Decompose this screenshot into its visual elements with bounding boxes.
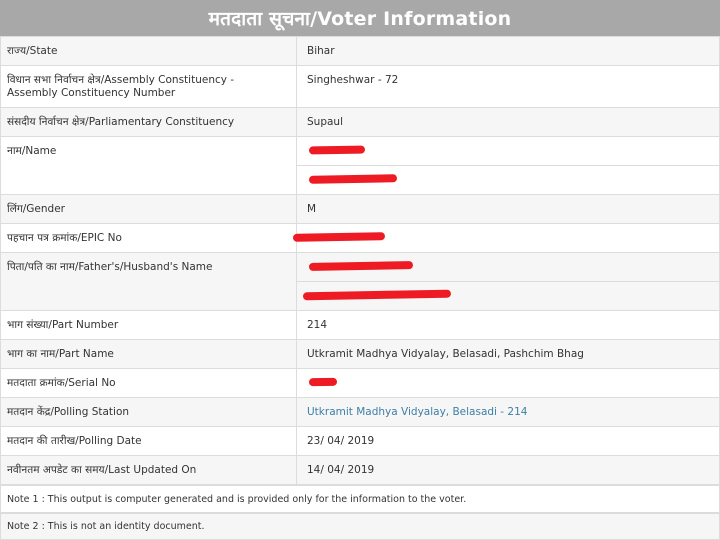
- assembly-label: [1, 66, 297, 108]
- father-label: पिता/पति का नाम/Father's/Husband's Name: [1, 253, 297, 311]
- part-number-value: 214: [297, 311, 720, 340]
- row-part-number: [1, 311, 720, 340]
- page-title: मतदाता सूचना/Voter Information: [208, 8, 512, 30]
- row-father: [1, 253, 720, 282]
- redaction-mark: [309, 378, 337, 386]
- assembly-value: Singheshwar - 72: [297, 66, 720, 108]
- note-2: [0, 513, 720, 540]
- note-1-text: Note 1 : This output is computer generated and is provided only for the information to the voter.: [7, 493, 467, 505]
- father-value-1: [297, 253, 720, 282]
- row-state: [1, 37, 720, 66]
- row-gender: [1, 195, 720, 224]
- polling-station-label: मतदान केंद्र/Polling Station: [1, 398, 297, 427]
- part-name-value: Utkramit Madhya Vidyalay, Belasadi, Pashchim Bhag: [297, 340, 720, 369]
- page-header: [0, 0, 720, 36]
- serial-value: [297, 369, 720, 398]
- row-last-updated: [1, 456, 720, 485]
- row-part-name: [1, 340, 720, 369]
- polling-station-cell: [297, 398, 720, 427]
- redaction-mark: [309, 261, 413, 271]
- redaction-mark: [303, 290, 451, 301]
- state-value: Bihar: [297, 37, 720, 66]
- name-value-1: [297, 137, 720, 166]
- polling-date-value: 23/ 04/ 2019: [297, 427, 720, 456]
- gender-label: लिंग/Gender: [1, 195, 297, 224]
- row-polling-station: [1, 398, 720, 427]
- assembly-label-line1: विधान सभा निर्वाचन क्षेत्र/Assembly Constituency -: [7, 74, 235, 86]
- redaction-mark: [309, 146, 365, 155]
- polling-date-label: मतदान की तारीख/Polling Date: [1, 427, 297, 456]
- note-1: [0, 485, 720, 513]
- name-value-2: [297, 166, 720, 195]
- redaction-mark: [309, 174, 397, 184]
- row-parliamentary: [1, 108, 720, 137]
- part-number-label: भाग संख्या/Part Number: [1, 311, 297, 340]
- state-label: राज्य/State: [1, 37, 297, 66]
- row-name: [1, 137, 720, 166]
- epic-value: [297, 224, 720, 253]
- row-assembly: [1, 66, 720, 108]
- row-polling-date: [1, 427, 720, 456]
- assembly-label-line2: Assembly Constituency Number: [7, 87, 176, 99]
- gender-value: M: [297, 195, 720, 224]
- last-updated-value: 14/ 04/ 2019: [297, 456, 720, 485]
- parliamentary-label: संसदीय निर्वाचन क्षेत्र/Parliamentary Constituency: [1, 108, 297, 137]
- polling-station-link[interactable]: Utkramit Madhya Vidyalay, Belasadi - 214: [307, 406, 528, 418]
- parliamentary-value: Supaul: [297, 108, 720, 137]
- name-label: नाम/Name: [1, 137, 297, 195]
- epic-label: पहचान पत्र क्रमांक/EPIC No: [1, 224, 297, 253]
- note-2-text: Note 2 : This is not an identity document.: [7, 521, 205, 532]
- father-value-2: [297, 282, 720, 311]
- last-updated-label: नवीनतम अपडेट का समय/Last Updated On: [1, 456, 297, 485]
- part-name-label: भाग का नाम/Part Name: [1, 340, 297, 369]
- serial-label: मतदाता क्रमांक/Serial No: [1, 369, 297, 398]
- voter-info-table: [0, 36, 720, 485]
- redaction-mark: [293, 232, 385, 242]
- row-epic: [1, 224, 720, 253]
- row-serial: [1, 369, 720, 398]
